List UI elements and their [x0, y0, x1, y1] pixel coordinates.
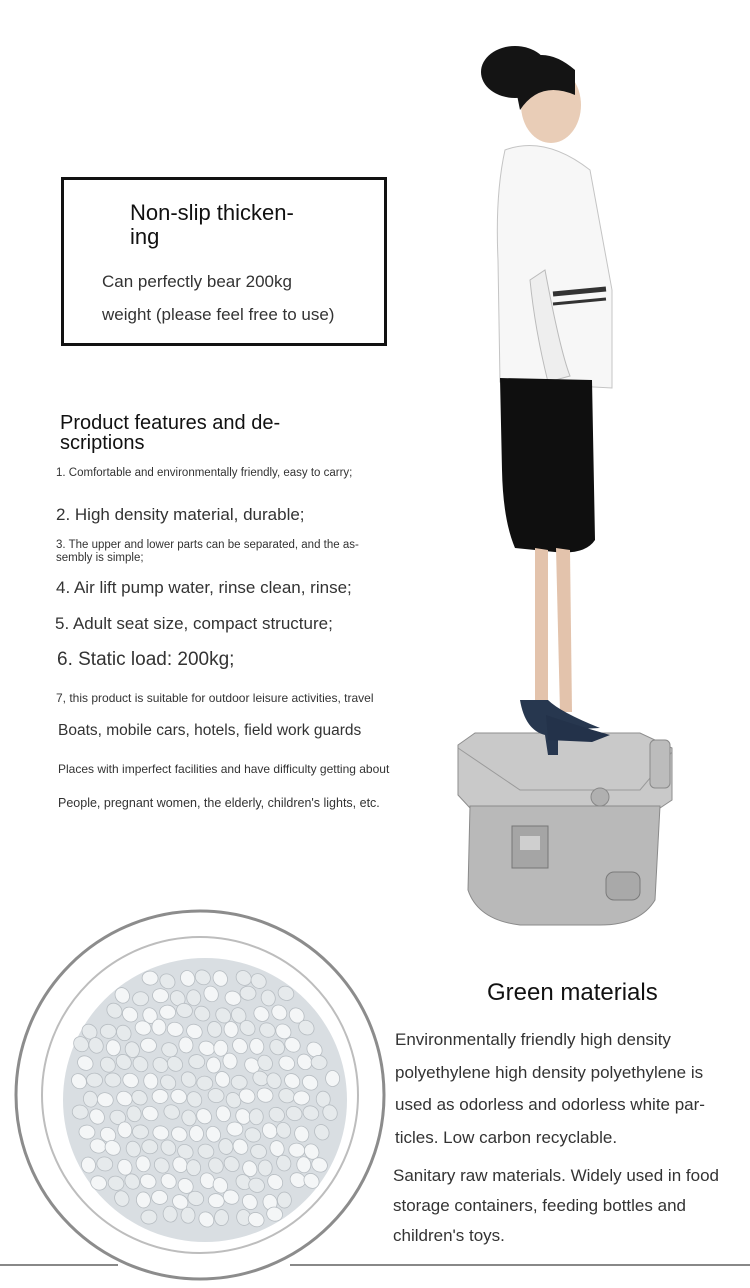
- features-title-line-2: scriptions: [60, 432, 145, 454]
- feature-item: 1. Comfortable and environmentally friendly, easy to carry;: [56, 467, 353, 479]
- callout-title-text: Non-slip thicken- ing: [130, 200, 294, 249]
- feature-item: People, pregnant women, the elderly, children's lights, etc.: [58, 796, 380, 810]
- feature-item: 2. High density material, durable;: [56, 505, 305, 524]
- pellet: [277, 1192, 292, 1208]
- features-title: [60, 413, 330, 453]
- pellet: [141, 1210, 157, 1224]
- pellet: [133, 992, 149, 1006]
- pellets-image: [16, 911, 384, 1279]
- feature-item: Places with imperfect facilities and have difficulty getting about: [58, 762, 390, 776]
- callout-line-1: Can perfectly bear 200kg: [102, 272, 292, 291]
- feature-item: Boats, mobile cars, hotels, field work guards: [58, 722, 362, 739]
- pellet: [214, 1209, 228, 1225]
- feature-item: 3. The upper and lower parts can be separated, and the as-sembly is simple;: [56, 539, 359, 564]
- pellet: [249, 1109, 263, 1125]
- callout-line-2: weight (please feel free to use): [102, 305, 335, 324]
- feature-item: 7, this product is suitable for outdoor leisure activities, travel: [56, 691, 374, 705]
- callout-body: [102, 265, 372, 331]
- green-materials-paragraph-2: Sanitary raw materials. Widely used in food storage containers, feeding bottles and children's toys.: [393, 1166, 719, 1245]
- pellet: [293, 1091, 309, 1106]
- feature-item: 5. Adult seat size, compact structure;: [55, 614, 333, 633]
- feature-item: 6. Static load: 200kg;: [57, 649, 235, 670]
- pellet: [258, 1160, 273, 1177]
- pellet: [181, 1207, 196, 1223]
- features-title-line-1: Product features and de-: [60, 412, 281, 434]
- feature-item: 4. Air lift pump water, rinse clean, rinse;: [56, 578, 352, 597]
- pellet: [152, 1089, 168, 1103]
- portable-toilet-image: [458, 733, 672, 925]
- green-materials-title: Green materials: [487, 979, 658, 1006]
- woman-image: [481, 46, 612, 755]
- callout-title: [130, 201, 330, 249]
- green-materials-paragraph-1: Environmentally friendly high density polyethylene high density polyethylene is used as odorless and odorless white par-ticles. Low carbon recyclable.: [395, 1030, 705, 1147]
